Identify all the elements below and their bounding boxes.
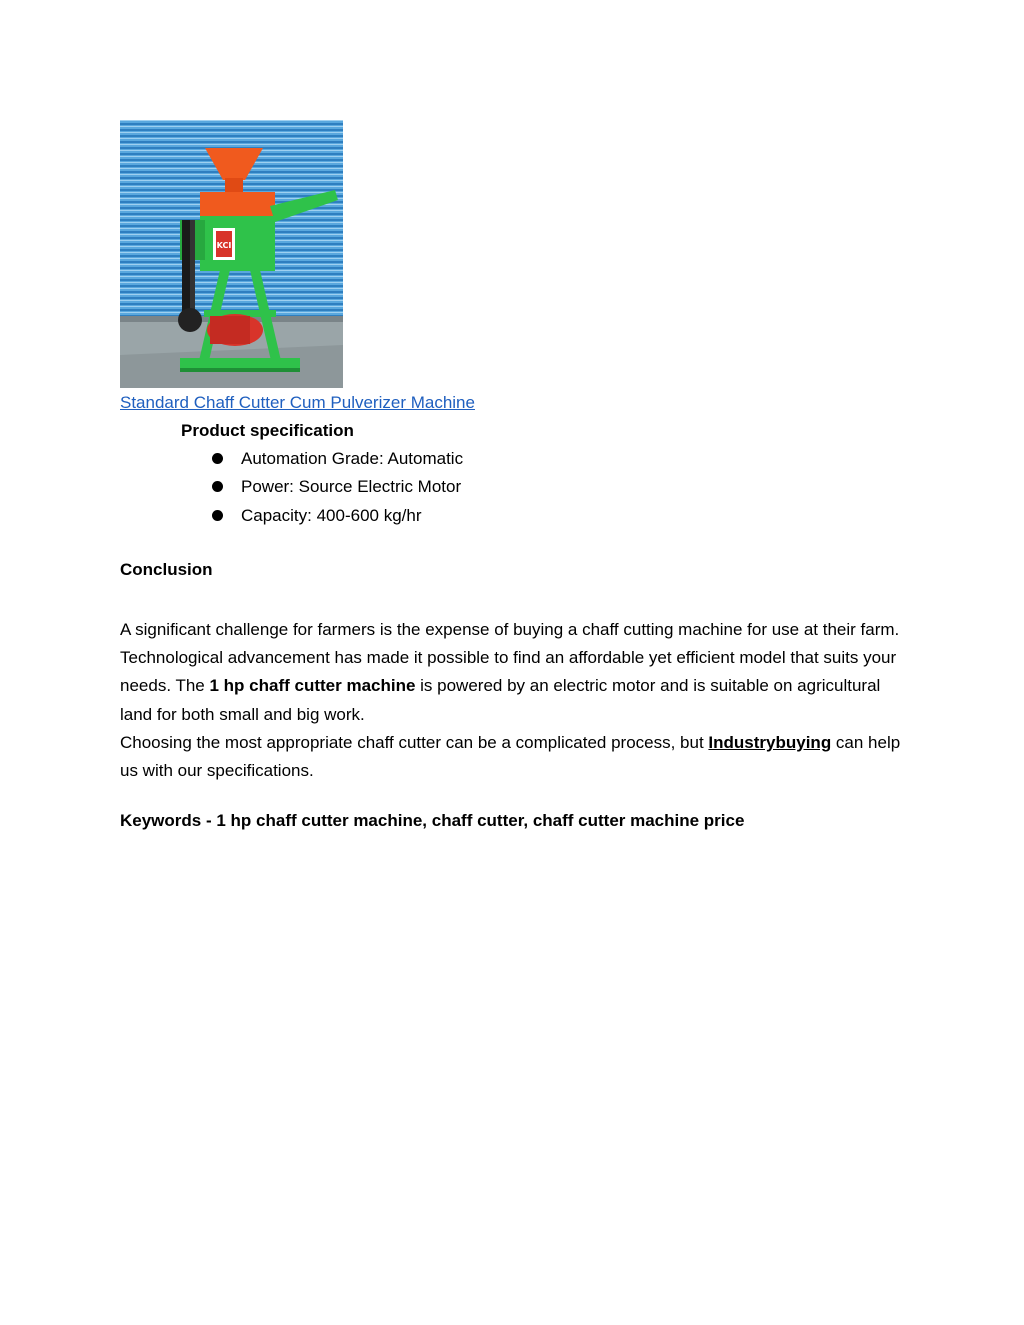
spec-text: Power: Source Electric Motor <box>241 477 462 497</box>
text-run: can help us with our specifications. <box>120 732 901 781</box>
bullet-icon <box>212 481 223 492</box>
conclusion-paragraph-2 <box>120 729 910 785</box>
spec-text: Capacity: 400-600 kg/hr <box>241 505 422 525</box>
product-link[interactable]: Standard Chaff Cutter Cum Pulverizer Machine <box>120 393 475 412</box>
text-run: A significant challenge for farmers is the expense of buying a chaff cutting machine for use at their farm. Technological advancement has made it possible to find an affordable yet efficient model that suits your needs. The <box>120 620 900 696</box>
keywords-line: Keywords - 1 hp chaff cutter machine, chaff cutter, chaff cutter machine price <box>120 811 745 830</box>
bullet-icon <box>212 453 223 464</box>
bold-keyword: 1 hp chaff cutter machine <box>209 676 416 696</box>
text-run: Choosing the most appropriate chaff cutter can be a complicated process, but <box>120 732 709 752</box>
spec-text: Automation Grade: Automatic <box>241 449 464 468</box>
text-run: is powered by an electric motor and is suitable on agricultural land for both small and big work. <box>120 676 881 724</box>
conclusion-body <box>120 616 910 785</box>
conclusion-paragraph-1 <box>120 616 910 729</box>
spec-heading: Product specification <box>181 421 354 440</box>
industrybuying-link[interactable]: Industrybuying <box>708 732 832 752</box>
chaff-cutter-machine-image <box>120 120 343 388</box>
svg-text:KCI: KCI <box>216 241 232 250</box>
bullet-icon <box>212 510 223 521</box>
conclusion-heading: Conclusion <box>120 560 213 579</box>
